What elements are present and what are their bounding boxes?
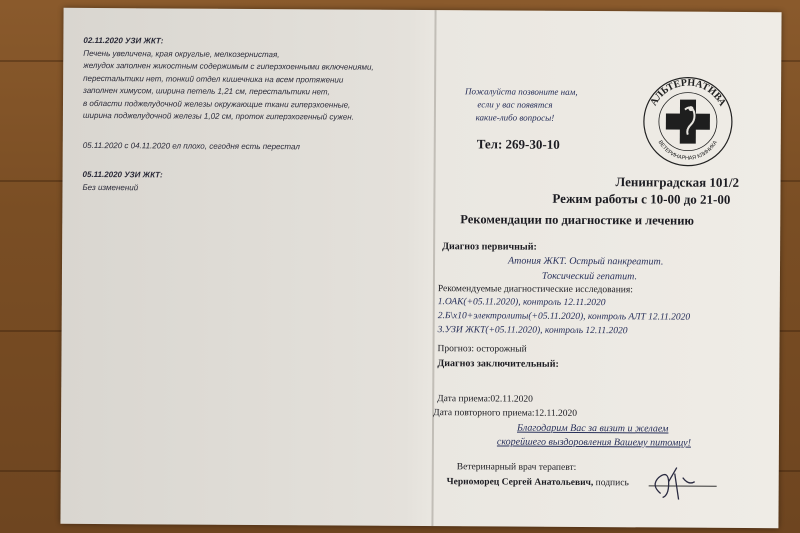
document-sheet [60,8,781,528]
call-line: если у вас появятся [477,99,553,110]
revisit-date: Дата повторного приема:12.11.2020 [433,408,578,419]
clinic-logo [641,74,736,169]
call-us-note [465,85,578,125]
clinic-address: Ленинградская 101/2 [615,174,740,190]
doctor-signature-line [447,477,629,488]
test-item: 1.ОАК(+05.11.2020), контроль 12.11.2020 [437,297,606,309]
call-line: какие-либо вопросы! [475,112,555,123]
call-line: Пожалуйста позвоните нам, [465,86,578,97]
entry1-line: Печень увеличена, края округлые, мелкозернистая, [83,48,280,59]
logo-subtitle: ВЕТЕРИНАРНАЯ КЛИНИКА [656,139,719,162]
entry2-title: 05.11.2020 УЗИ ЖКТ: [82,169,163,180]
primary-diagnosis-label: Диагноз первичный: [442,241,537,253]
note: 05.11.2020 с 04.11.2020 ел плохо, сегодня есть перестал [82,140,300,151]
thanks-line: Благодарим Вас за визит и желаем [516,422,669,435]
tests-label: Рекомендуемые диагностические исследования: [437,284,633,296]
prognosis: Прогноз: осторожный [437,344,527,355]
visit-date: Дата приема:02.11.2020 [437,394,533,405]
test-item: 3.УЗИ ЖКТ(+05.11.2020), контроль 12.11.2020 [437,325,628,337]
signature-label: подпись [595,478,629,489]
entry2-text: Без изменений [82,182,139,192]
logo-name: АЛЬТЕРНАТИВА [648,77,728,109]
doctor-name: Черноморец Сергей Анатольевич, [446,477,594,489]
entry1-line: желудок заполнен жикостным содержимым с гиперэхоенными включениями, [83,60,374,72]
entry1-title: 02.11.2020 УЗИ ЖКТ: [83,35,164,46]
thanks-line: скорейшего выздоровления Вашему питомцу! [496,436,691,449]
entry1-line: перестальтики нет, тонкий отдел кишечника на всем протяжении [83,73,344,85]
clinic-hours: Режим работы с 10-00 до 21-00 [552,190,731,207]
final-diagnosis-label: Диагноз заключительный: [437,358,559,370]
handwritten-signature [639,463,709,503]
paper-fold [431,10,436,526]
recommendations-title: Рекомендации по диагностике и лечению [460,212,695,228]
logo-animal-head [688,106,693,111]
entry1-line: в области поджелудочной железы окружающие ткани гиперэхоенные, [82,98,351,110]
entry1-line: ширина поджелудочной железы 1,02 см, проток гиперэхогенный сужен. [82,110,354,122]
primary-diagnosis-line: Атония ЖКТ. Острый панкреатит. [508,255,664,268]
left-page [82,35,373,196]
entry1-line: заполнен химусом, ширина петель 1,21 см, перестальтики нет, [83,85,330,97]
test-item: 2.Б\х10+электролиты(+05.11.2020), контроль АЛТ 12.11.2020 [437,311,691,323]
clinic-phone: Тел: 269-30-10 [476,136,560,152]
primary-diagnosis-line: Токсический гепатит. [541,270,638,283]
doctor-role: Ветеринарный врач терапевт: [456,462,577,473]
